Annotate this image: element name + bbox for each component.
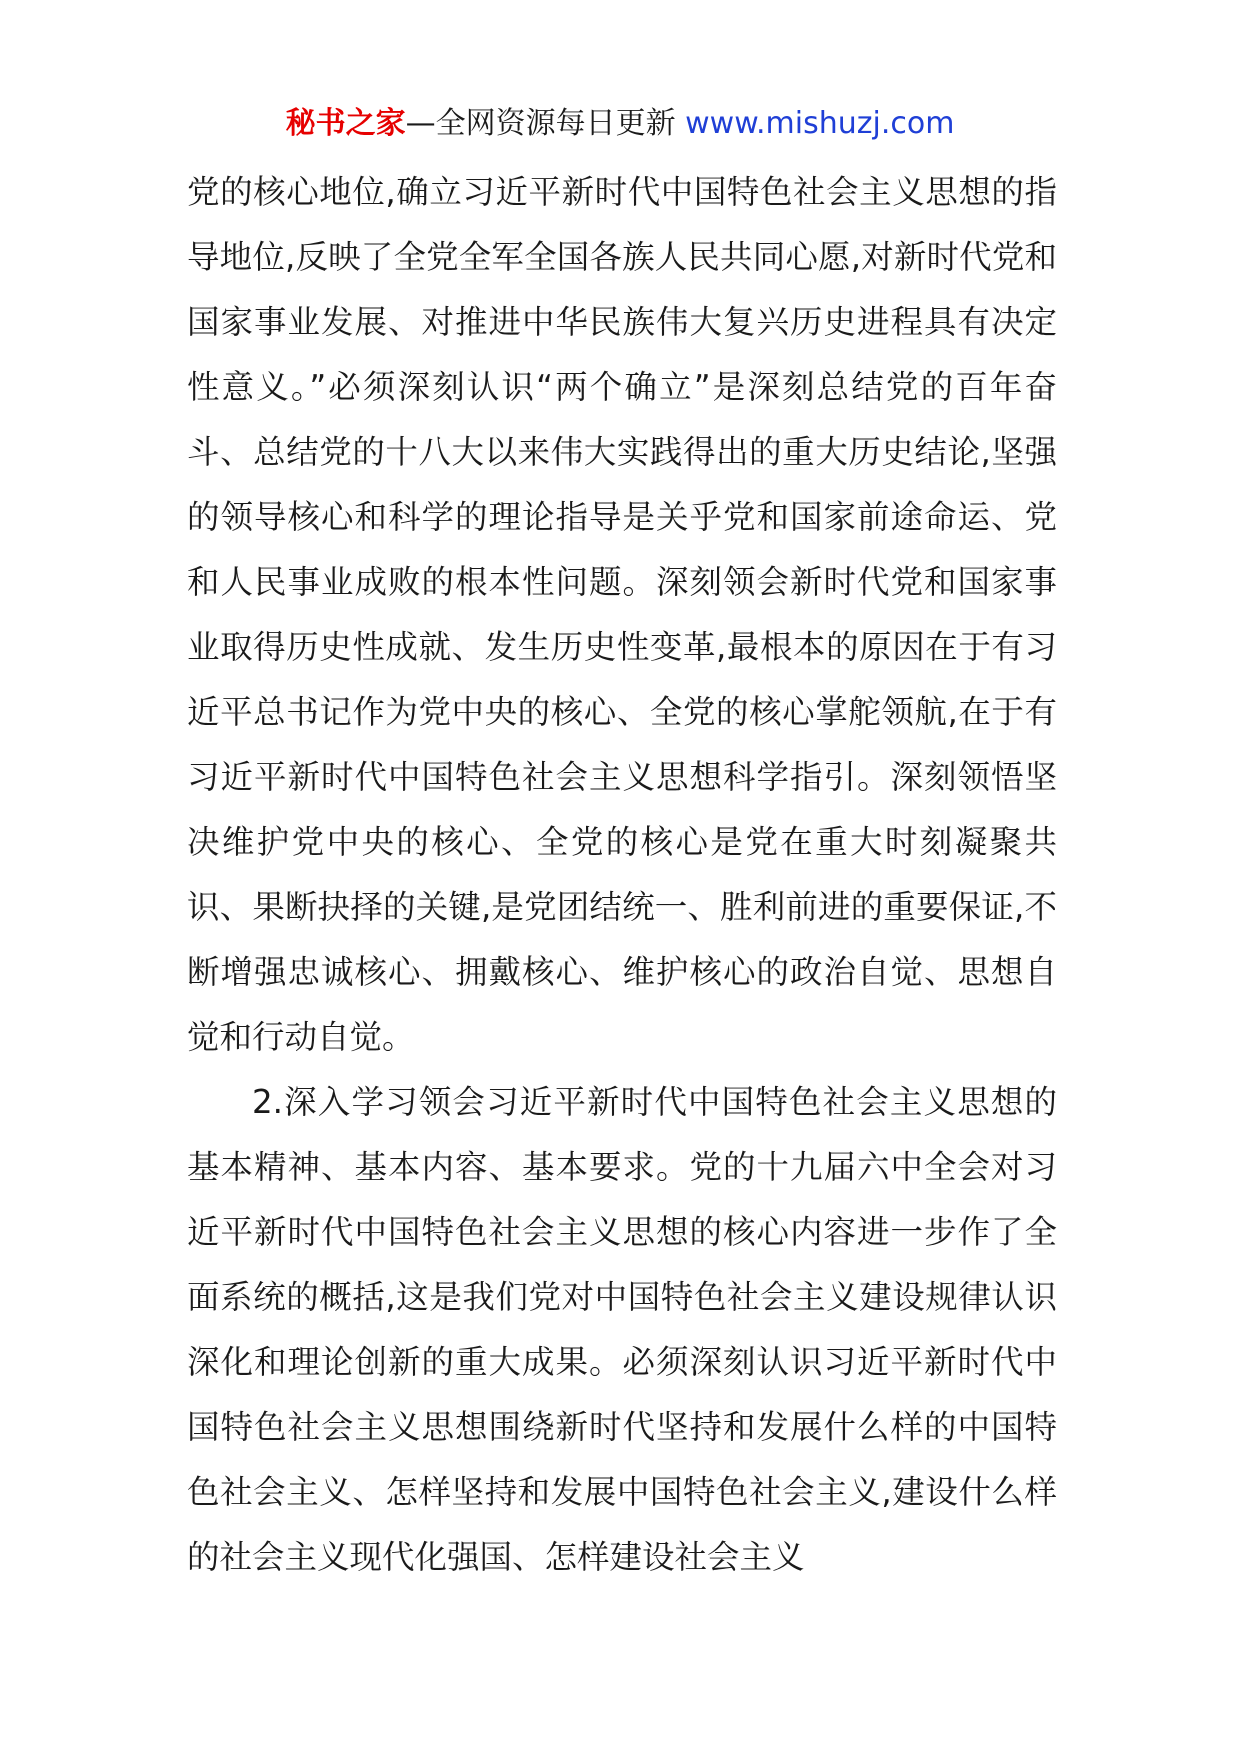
paragraph-2: 2.深入学习领会习近平新时代中国特色社会主义思想的基本精神、基本内容、基本要求。党的十九届六中全会对习近平新时代中国特色社会主义思想的核心内容进一步作了全面系统的概括,这是我们党对中国特色社会主义建设规律认识深化和理论创新的重大成果。必须深刻认识习近平新时代中国特色社会主义思想围绕新时代坚持和发展什么样的中国特色社会主义、怎样坚持和发展中国特色社会主义,建设什么样的社会主义现代化强国、怎样建设社会主义	[187, 1083, 1057, 1576]
site-brand: 秘书之家	[285, 106, 406, 141]
site-header	[0, 104, 1240, 144]
document-body	[187, 160, 1057, 1590]
site-slogan: —全网资源每日更新	[405, 106, 676, 141]
site-url-link[interactable]: www.mishuzj.com	[685, 106, 955, 141]
paragraph-1: 党的核心地位,确立习近平新时代中国特色社会主义思想的指导地位,反映了全党全军全国各族人民共同心愿,对新时代党和国家事业发展、对推进中华民族伟大复兴历史进程具有决定性意义。”必须深刻认识“两个确立”是深刻总结党的百年奋斗、总结党的十八大以来伟大实践得出的重大历史结论,坚强的领导核心和科学的理论指导是关乎党和国家前途命运、党和人民事业成败的根本性问题。深刻领会新时代党和国家事业取得历史性成就、发生历史性变革,最根本的原因在于有习近平总书记作为党中央的核心、全党的核心掌舵领航,在于有习近平新时代中国特色社会主义思想科学指引。深刻领悟坚决维护党中央的核心、全党的核心是党在重大时刻凝聚共识、果断抉择的关键,是党团结统一、胜利前进的重要保证,不断增强忠诚核心、拥戴核心、维护核心的政治自觉、思想自觉和行动自觉。	[187, 173, 1057, 1056]
